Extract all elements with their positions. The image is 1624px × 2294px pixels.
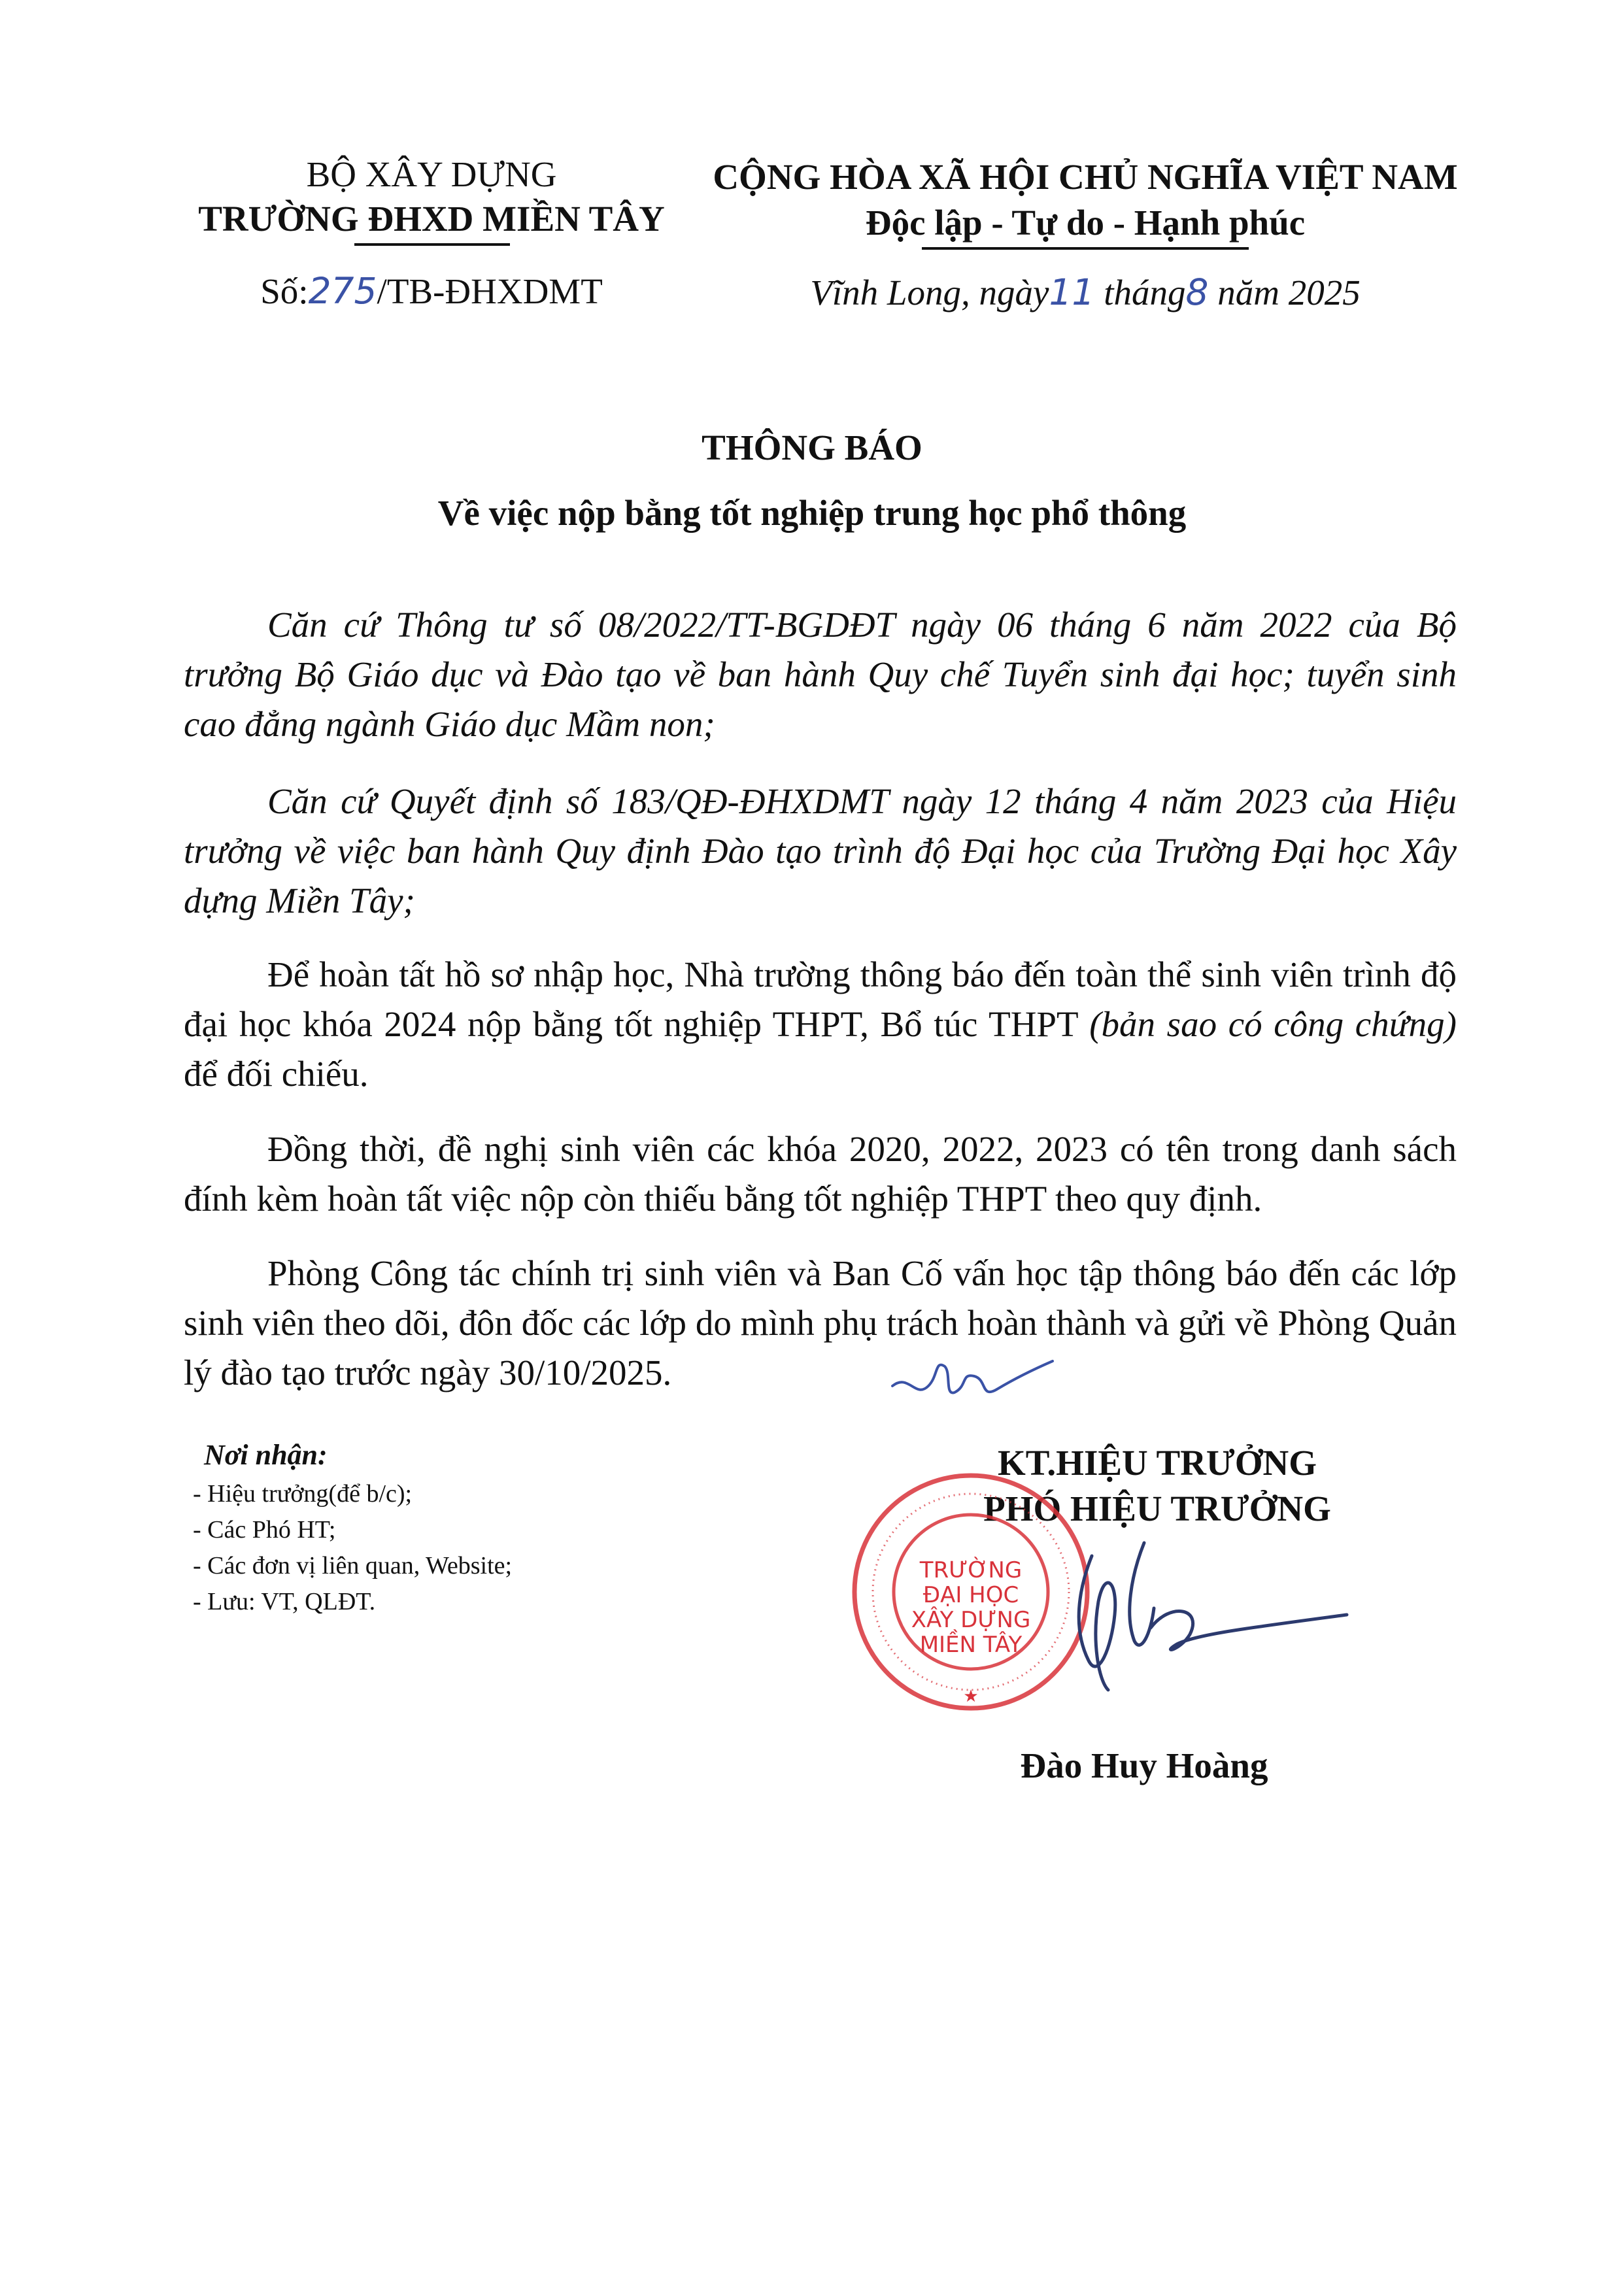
stamp-line-3: XÂY DỰNG	[911, 1607, 1031, 1633]
request-italic-note: (bản sao có công chứng)	[1089, 1004, 1457, 1044]
recipient-item: - Các Phó HT;	[193, 1516, 336, 1543]
recipient-item: - Hiệu trưởng(để b/c);	[193, 1480, 413, 1508]
stamp-star-icon: ★	[963, 1687, 979, 1706]
request-text: Để hoàn tất hồ sơ nhập học, Nhà trường thông báo đến toàn thể sinh viên trình độ đại học khóa 2024 nộp bằng tốt nghiệp THPT, Bổ túc THPT	[184, 954, 1457, 1044]
paragraph-request	[184, 950, 1457, 1099]
school-name: TRƯỜNG ĐHXD MIỀN TÂY	[198, 199, 665, 239]
recipient-item: - Các đơn vị liên quan, Website;	[193, 1552, 513, 1579]
header-left-underline	[354, 243, 510, 246]
stamp-line-4: MIỀN TÂY	[919, 1632, 1023, 1658]
ministry-name: BỘ XÂY DỰNG	[306, 154, 557, 194]
recipients-title: Nơi nhận:	[204, 1439, 328, 1471]
date-month: 8	[1185, 271, 1209, 313]
date-line	[693, 269, 1478, 316]
paragraph-legal-basis-1: Căn cứ Thông tư số 08/2022/TT-BGDĐT ngày 06 tháng 6 năm 2022 của Bộ trưởng Bộ Giáo dục và Đào tạo về ban hành Quy chế Tuyển sinh đại học; tuyển sinh cao đẳng ngành Giáo dục Mầm non;	[184, 605, 1457, 744]
number-prefix: Số:	[260, 271, 309, 311]
stamp-line-1: TRƯỜNG	[919, 1557, 1023, 1583]
request-end: để đối chiếu.	[184, 1054, 369, 1094]
recipients-list	[193, 1476, 512, 1620]
handwritten-signature	[1053, 1530, 1366, 1700]
republic-name: CỘNG HÒA XÃ HỘI CHỦ NGHĨA VIỆT NAM	[713, 157, 1458, 197]
signature-title-2: PHÓ HIỆU TRƯỞNG	[983, 1489, 1331, 1528]
handwritten-initials	[889, 1347, 1059, 1419]
paragraph-legal-basis-2: Căn cứ Quyết định số 183/QĐ-ĐHXDMT ngày 12 tháng 4 năm 2023 của Hiệu trưởng về việc ban hành Quy định Đào tạo trình độ Đại học của Trường Đại học Xây dựng Miền Tây;	[184, 781, 1457, 920]
recipient-item: - Lưu: VT, QLĐT.	[193, 1588, 376, 1615]
motto-underline	[922, 247, 1249, 250]
date-year: năm 2025	[1217, 273, 1361, 312]
national-motto: Độc lập - Tự do - Hạnh phúc	[865, 203, 1306, 243]
number-suffix: /TB-ĐHXDMT	[377, 271, 603, 311]
paragraph-responsibility: Phòng Công tác chính trị sinh viên và Ban Cố vấn học tập thông báo đến các lớp sinh viên theo dõi, đôn đốc các lớp do mình phụ trách hoàn thành và gửi về Phòng Quản lý đào tạo trước ngày 30/10/2025.	[184, 1253, 1457, 1392]
signature-title-1: KT.HIỆU TRƯỞNG	[998, 1443, 1317, 1483]
number-handwritten: 275	[308, 270, 377, 312]
document-title: THÔNG BÁO	[702, 428, 922, 467]
document-subtitle: Về việc nộp bằng tốt nghiệp trung học phổ thông	[437, 493, 1187, 533]
date-place: Vĩnh Long, ngày	[810, 273, 1049, 312]
paragraph-other-cohorts: Đồng thời, đề nghị sinh viên các khóa 2020, 2022, 2023 có tên trong danh sách đính kèm hoàn tất việc nộp còn thiếu bằng tốt nghiệp THPT theo quy định.	[184, 1129, 1457, 1219]
date-month-word: tháng	[1104, 273, 1186, 312]
document-number	[190, 268, 673, 314]
stamp-line-2: ĐẠI HỌC	[922, 1582, 1019, 1608]
date-day: 11	[1049, 271, 1095, 313]
signer-name: Đào Huy Hoàng	[1020, 1746, 1268, 1785]
